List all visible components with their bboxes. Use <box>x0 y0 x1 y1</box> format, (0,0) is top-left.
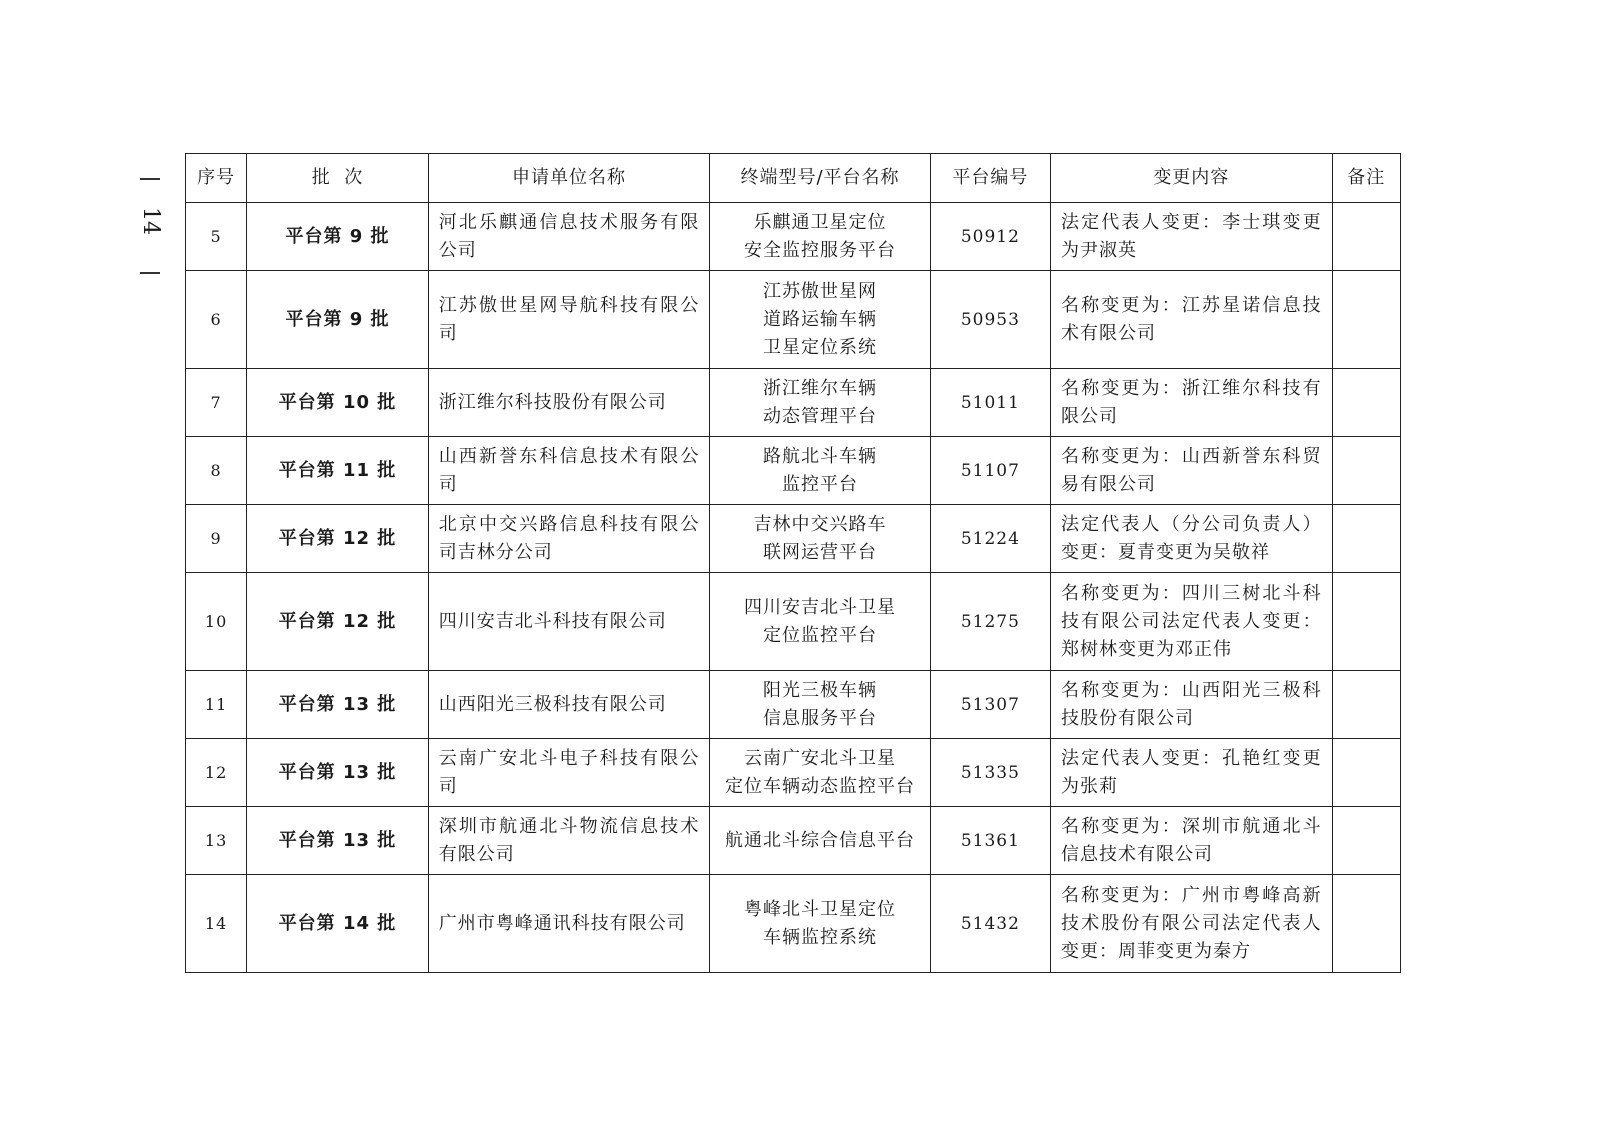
cell-seq: 11 <box>186 671 247 739</box>
cell-change: 法定代表人变更：李士琪变更为尹淑英 <box>1051 203 1333 271</box>
cell-note <box>1332 437 1400 505</box>
cell-platform: 吉林中交兴路车 联网运营平台 <box>710 505 930 573</box>
cell-platform: 浙江维尔车辆 动态管理平台 <box>710 369 930 437</box>
cell-code: 51107 <box>930 437 1050 505</box>
platform-change-table <box>185 153 1401 973</box>
cell-code: 51307 <box>930 671 1050 739</box>
cell-platform: 乐麒通卫星定位 安全监控服务平台 <box>710 203 930 271</box>
table-row <box>186 271 1401 369</box>
table-header-row <box>186 154 1401 203</box>
cell-note <box>1332 505 1400 573</box>
cell-company: 山西阳光三极科技有限公司 <box>428 671 710 739</box>
header-change: 变更内容 <box>1051 154 1333 203</box>
cell-code: 50953 <box>930 271 1050 369</box>
table-row <box>186 203 1401 271</box>
cell-seq: 9 <box>186 505 247 573</box>
cell-note <box>1332 807 1400 875</box>
cell-change: 法定代表人变更：孔艳红变更为张莉 <box>1051 739 1333 807</box>
header-batch: 批 次 <box>247 154 429 203</box>
cell-code: 51432 <box>930 875 1050 973</box>
cell-code: 50912 <box>930 203 1050 271</box>
cell-seq: 8 <box>186 437 247 505</box>
header-platform: 终端型号/平台名称 <box>710 154 930 203</box>
table-row <box>186 807 1401 875</box>
header-company: 申请单位名称 <box>428 154 710 203</box>
cell-batch: 平台第 13 批 <box>247 807 429 875</box>
cell-batch: 平台第 9 批 <box>247 271 429 369</box>
cell-code: 51275 <box>930 573 1050 671</box>
cell-change: 名称变更为：山西阳光三极科技股份有限公司 <box>1051 671 1333 739</box>
cell-seq: 6 <box>186 271 247 369</box>
page-number-dash-top <box>140 178 160 180</box>
cell-company: 北京中交兴路信息科技有限公司吉林分公司 <box>428 505 710 573</box>
cell-seq: 5 <box>186 203 247 271</box>
cell-company: 四川安吉北斗科技有限公司 <box>428 573 710 671</box>
cell-note <box>1332 573 1400 671</box>
cell-note <box>1332 203 1400 271</box>
header-note: 备注 <box>1332 154 1400 203</box>
cell-note <box>1332 271 1400 369</box>
cell-change: 名称变更为：浙江维尔科技有限公司 <box>1051 369 1333 437</box>
cell-company: 云南广安北斗电子科技有限公司 <box>428 739 710 807</box>
header-seq: 序号 <box>186 154 247 203</box>
cell-platform: 阳光三极车辆 信息服务平台 <box>710 671 930 739</box>
cell-platform: 航通北斗综合信息平台 <box>710 807 930 875</box>
table-row <box>186 875 1401 973</box>
cell-change: 法定代表人（分公司负责人）变更：夏青变更为吴敬祥 <box>1051 505 1333 573</box>
cell-batch: 平台第 10 批 <box>247 369 429 437</box>
table-row <box>186 369 1401 437</box>
cell-code: 51011 <box>930 369 1050 437</box>
cell-change: 名称变更为：四川三树北斗科技有限公司法定代表人变更：郑树林变更为邓正伟 <box>1051 573 1333 671</box>
page-number <box>138 160 162 284</box>
cell-code: 51335 <box>930 739 1050 807</box>
cell-company: 浙江维尔科技股份有限公司 <box>428 369 710 437</box>
table-row <box>186 437 1401 505</box>
cell-change: 名称变更为：江苏星诺信息技术有限公司 <box>1051 271 1333 369</box>
cell-batch: 平台第 11 批 <box>247 437 429 505</box>
cell-note <box>1332 369 1400 437</box>
cell-note <box>1332 875 1400 973</box>
cell-seq: 12 <box>186 739 247 807</box>
cell-seq: 13 <box>186 807 247 875</box>
cell-platform: 粤峰北斗卫星定位 车辆监控系统 <box>710 875 930 973</box>
cell-batch: 平台第 12 批 <box>247 505 429 573</box>
cell-platform: 云南广安北斗卫星 定位车辆动态监控平台 <box>710 739 930 807</box>
cell-company: 深圳市航通北斗物流信息技术有限公司 <box>428 807 710 875</box>
cell-batch: 平台第 14 批 <box>247 875 429 973</box>
cell-batch: 平台第 9 批 <box>247 203 429 271</box>
table-row <box>186 573 1401 671</box>
table-row <box>186 739 1401 807</box>
cell-note <box>1332 671 1400 739</box>
cell-company: 山西新誉东科信息技术有限公司 <box>428 437 710 505</box>
cell-platform: 路航北斗车辆 监控平台 <box>710 437 930 505</box>
cell-change: 名称变更为：广州市粤峰高新技术股份有限公司法定代表人变更：周菲变更为秦方 <box>1051 875 1333 973</box>
cell-seq: 10 <box>186 573 247 671</box>
page-number-dash-bottom <box>140 272 160 274</box>
cell-batch: 平台第 13 批 <box>247 671 429 739</box>
cell-change: 名称变更为：深圳市航通北斗信息技术有限公司 <box>1051 807 1333 875</box>
cell-seq: 14 <box>186 875 247 973</box>
header-code: 平台编号 <box>930 154 1050 203</box>
cell-code: 51224 <box>930 505 1050 573</box>
cell-company: 河北乐麒通信息技术服务有限公司 <box>428 203 710 271</box>
cell-company: 广州市粤峰通讯科技有限公司 <box>428 875 710 973</box>
table-row <box>186 505 1401 573</box>
cell-batch: 平台第 12 批 <box>247 573 429 671</box>
table-row <box>186 671 1401 739</box>
cell-change: 名称变更为：山西新誉东科贸易有限公司 <box>1051 437 1333 505</box>
cell-note <box>1332 739 1400 807</box>
cell-code: 51361 <box>930 807 1050 875</box>
cell-company: 江苏傲世星网导航科技有限公司 <box>428 271 710 369</box>
page-number-text: 14 <box>138 207 163 235</box>
cell-seq: 7 <box>186 369 247 437</box>
cell-batch: 平台第 13 批 <box>247 739 429 807</box>
cell-platform: 四川安吉北斗卫星 定位监控平台 <box>710 573 930 671</box>
cell-platform: 江苏傲世星网 道路运输车辆 卫星定位系统 <box>710 271 930 369</box>
